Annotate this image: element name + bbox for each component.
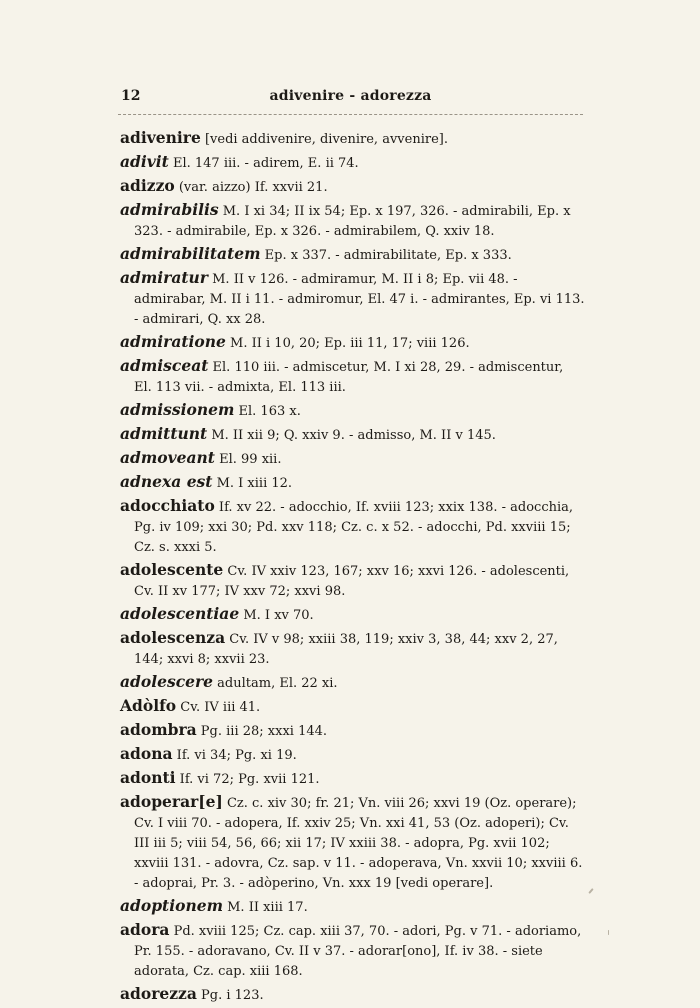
header-rule [118, 114, 583, 115]
entry-references: Cv. IV iii 41. [176, 700, 261, 715]
entry-references: M. II i 10, 20; Ep. iii 11, 17; viii 126. [225, 336, 470, 351]
entry-references: adultam, El. 22 xi. [213, 676, 338, 691]
dictionary-entry [120, 128, 585, 150]
entry-headword: adolescente [120, 560, 224, 579]
dictionary-entry [120, 496, 585, 558]
dictionary-entry [120, 424, 585, 446]
running-header [118, 88, 583, 108]
entry-headword: admirabilitatem [120, 244, 261, 263]
entry-references: If. vi 72; Pg. xvii 121. [175, 772, 320, 787]
entry-references: M. II v 126. - admiramur, M. II i 8; Ep. vii 48. - admirabar, M. II i 11. - admiromur, El. 47 i. - admirantes, Ep. vi 113. - admirari, Q. xx 28. [134, 272, 585, 327]
entry-headword: adona [120, 744, 173, 763]
dictionary-entry [120, 672, 585, 694]
entry-references: M. I xi 34; II ix 54; Ep. x 197, 326. - admirabili, Ep. x 323. - admirabile, Ep. x 326. - admirabilem, Q. xxiv 18. [134, 204, 571, 239]
entry-headword: Adòlfo [120, 696, 177, 715]
dictionary-entry [120, 604, 585, 626]
dictionary-entry [120, 152, 585, 174]
paper-mark [588, 888, 593, 894]
dictionary-entry [120, 720, 585, 742]
entry-headword: admoveant [120, 448, 215, 467]
entry-references: Cv. IV xxiv 123, 167; xxv 16; xxvi 126. - adolescenti, Cv. II xv 177; IV xxv 72; xxvi 98. [134, 564, 570, 599]
dictionary-entry [120, 472, 585, 494]
entry-headword: adoptionem [120, 896, 223, 915]
entry-headword: adnexa est [120, 472, 213, 491]
entry-headword: adocchiato [120, 496, 215, 515]
dictionary-entry [120, 268, 585, 330]
entry-headword: admiratur [120, 268, 208, 287]
paper-mark [608, 930, 609, 935]
entry-headword: adora [120, 920, 170, 939]
dictionary-entry [120, 984, 585, 1006]
entry-references: If. xv 22. - adocchio, If. xviii 123; xxix 138. - adocchia, Pg. iv 109; xxi 30; Pd. xxv 118; Cz. c. x 52. - adocchi, Pd. xxviii 15; Cz. s. xxxi 5. [134, 500, 574, 555]
dictionary-entry [120, 896, 585, 918]
entry-references: Pd. xviii 125; Cz. cap. xiii 37, 70. - adori, Pg. v 71. - adoriamo, Pr. 155. - adoravano, Cv. II v 37. - adorar[ono], If. iv 38. - siete adorata, Cz. cap. xiii 168. [134, 924, 582, 979]
entry-references: M. II xii 9; Q. xxiv 9. - admisso, M. II v 145. [207, 428, 496, 443]
entry-headword: admiratione [120, 332, 226, 351]
dictionary-entry [120, 244, 585, 266]
dictionary-entry [120, 696, 585, 718]
entry-references: (var. aizzo) If. xxvii 21. [174, 180, 328, 195]
entry-headword: adolescenza [120, 628, 226, 647]
page-number: 12 [121, 88, 141, 104]
entry-references: Pg. i 123. [196, 988, 264, 1003]
dictionary-entry [120, 628, 585, 670]
entry-headword: adolescere [120, 672, 214, 691]
entry-headword: admisceat [120, 356, 209, 375]
dictionary-entry [120, 744, 585, 766]
entry-headword: adorezza [120, 984, 197, 1003]
entry-headword: adivit [120, 152, 169, 171]
entry-references: El. 110 iii. - admiscetur, M. I xi 28, 29. - admiscentur, El. 113 vii. - admixta, El. 113 iii. [134, 360, 564, 395]
entry-headword: admittunt [120, 424, 208, 443]
dictionary-entry [120, 400, 585, 422]
dictionary-entry [120, 560, 585, 602]
entry-references: M. I xv 70. [239, 608, 314, 623]
entry-references: M. II xiii 17. [222, 900, 308, 915]
entry-references: Ep. x 337. - admirabilitate, Ep. x 333. [260, 248, 512, 263]
entry-headword: adombra [120, 720, 197, 739]
entry-references: Cv. IV v 98; xxiii 38, 119; xxiv 3, 38, 44; xxv 2, 27, 144; xxvi 8; xxvii 23. [134, 632, 558, 667]
dictionary-entry [120, 356, 585, 398]
dictionary-entries [120, 128, 585, 1008]
entry-references: El. 99 xii. [214, 452, 282, 467]
entry-references: If. vi 34; Pg. xi 19. [172, 748, 297, 763]
entry-references: El. 163 x. [234, 404, 301, 419]
entry-headword: admirabilis [120, 200, 219, 219]
entry-headword: adolescentiae [120, 604, 240, 623]
entry-references: [vedi addivenire, divenire, avvenire]. [200, 132, 448, 147]
entry-headword: adonti [120, 768, 176, 787]
running-title: adivenire - adorezza [269, 88, 432, 104]
entry-headword: adivenire [120, 128, 201, 147]
entry-references: Cz. c. xiv 30; fr. 21; Vn. viii 26; xxvi 19 (Oz. operare); Cv. I viii 70. - adopera, If. xxiv 25; Vn. xxi 41, 53 (Oz. adoperi); Cv. III iii 5; viii 54, 56, 66; xii 17; IV xxiii 38. - adopra, Pg. xvii 102; xxviii 131. - adovra, Cz. sap. v 11. - adoperava, Vn. xxvii 10; xxviii 6. - adoprai, Pr. 3. - adòperino, Vn. xxx 19 [vedi operare]. [134, 796, 583, 891]
dictionary-entry [120, 768, 585, 790]
dictionary-entry [120, 176, 585, 198]
dictionary-entry [120, 792, 585, 894]
entry-references: M. I xiii 12. [212, 476, 293, 491]
dictionary-entry [120, 920, 585, 982]
entry-references: El. 147 iii. - adirem, E. ii 74. [168, 156, 359, 171]
dictionary-entry [120, 332, 585, 354]
entry-headword: adizzo [120, 176, 175, 195]
entry-headword: adoperar[e] [120, 792, 223, 811]
entry-headword: admissionem [120, 400, 235, 419]
dictionary-entry [120, 448, 585, 470]
dictionary-entry [120, 200, 585, 242]
entry-references: Pg. iii 28; xxxi 144. [196, 724, 328, 739]
